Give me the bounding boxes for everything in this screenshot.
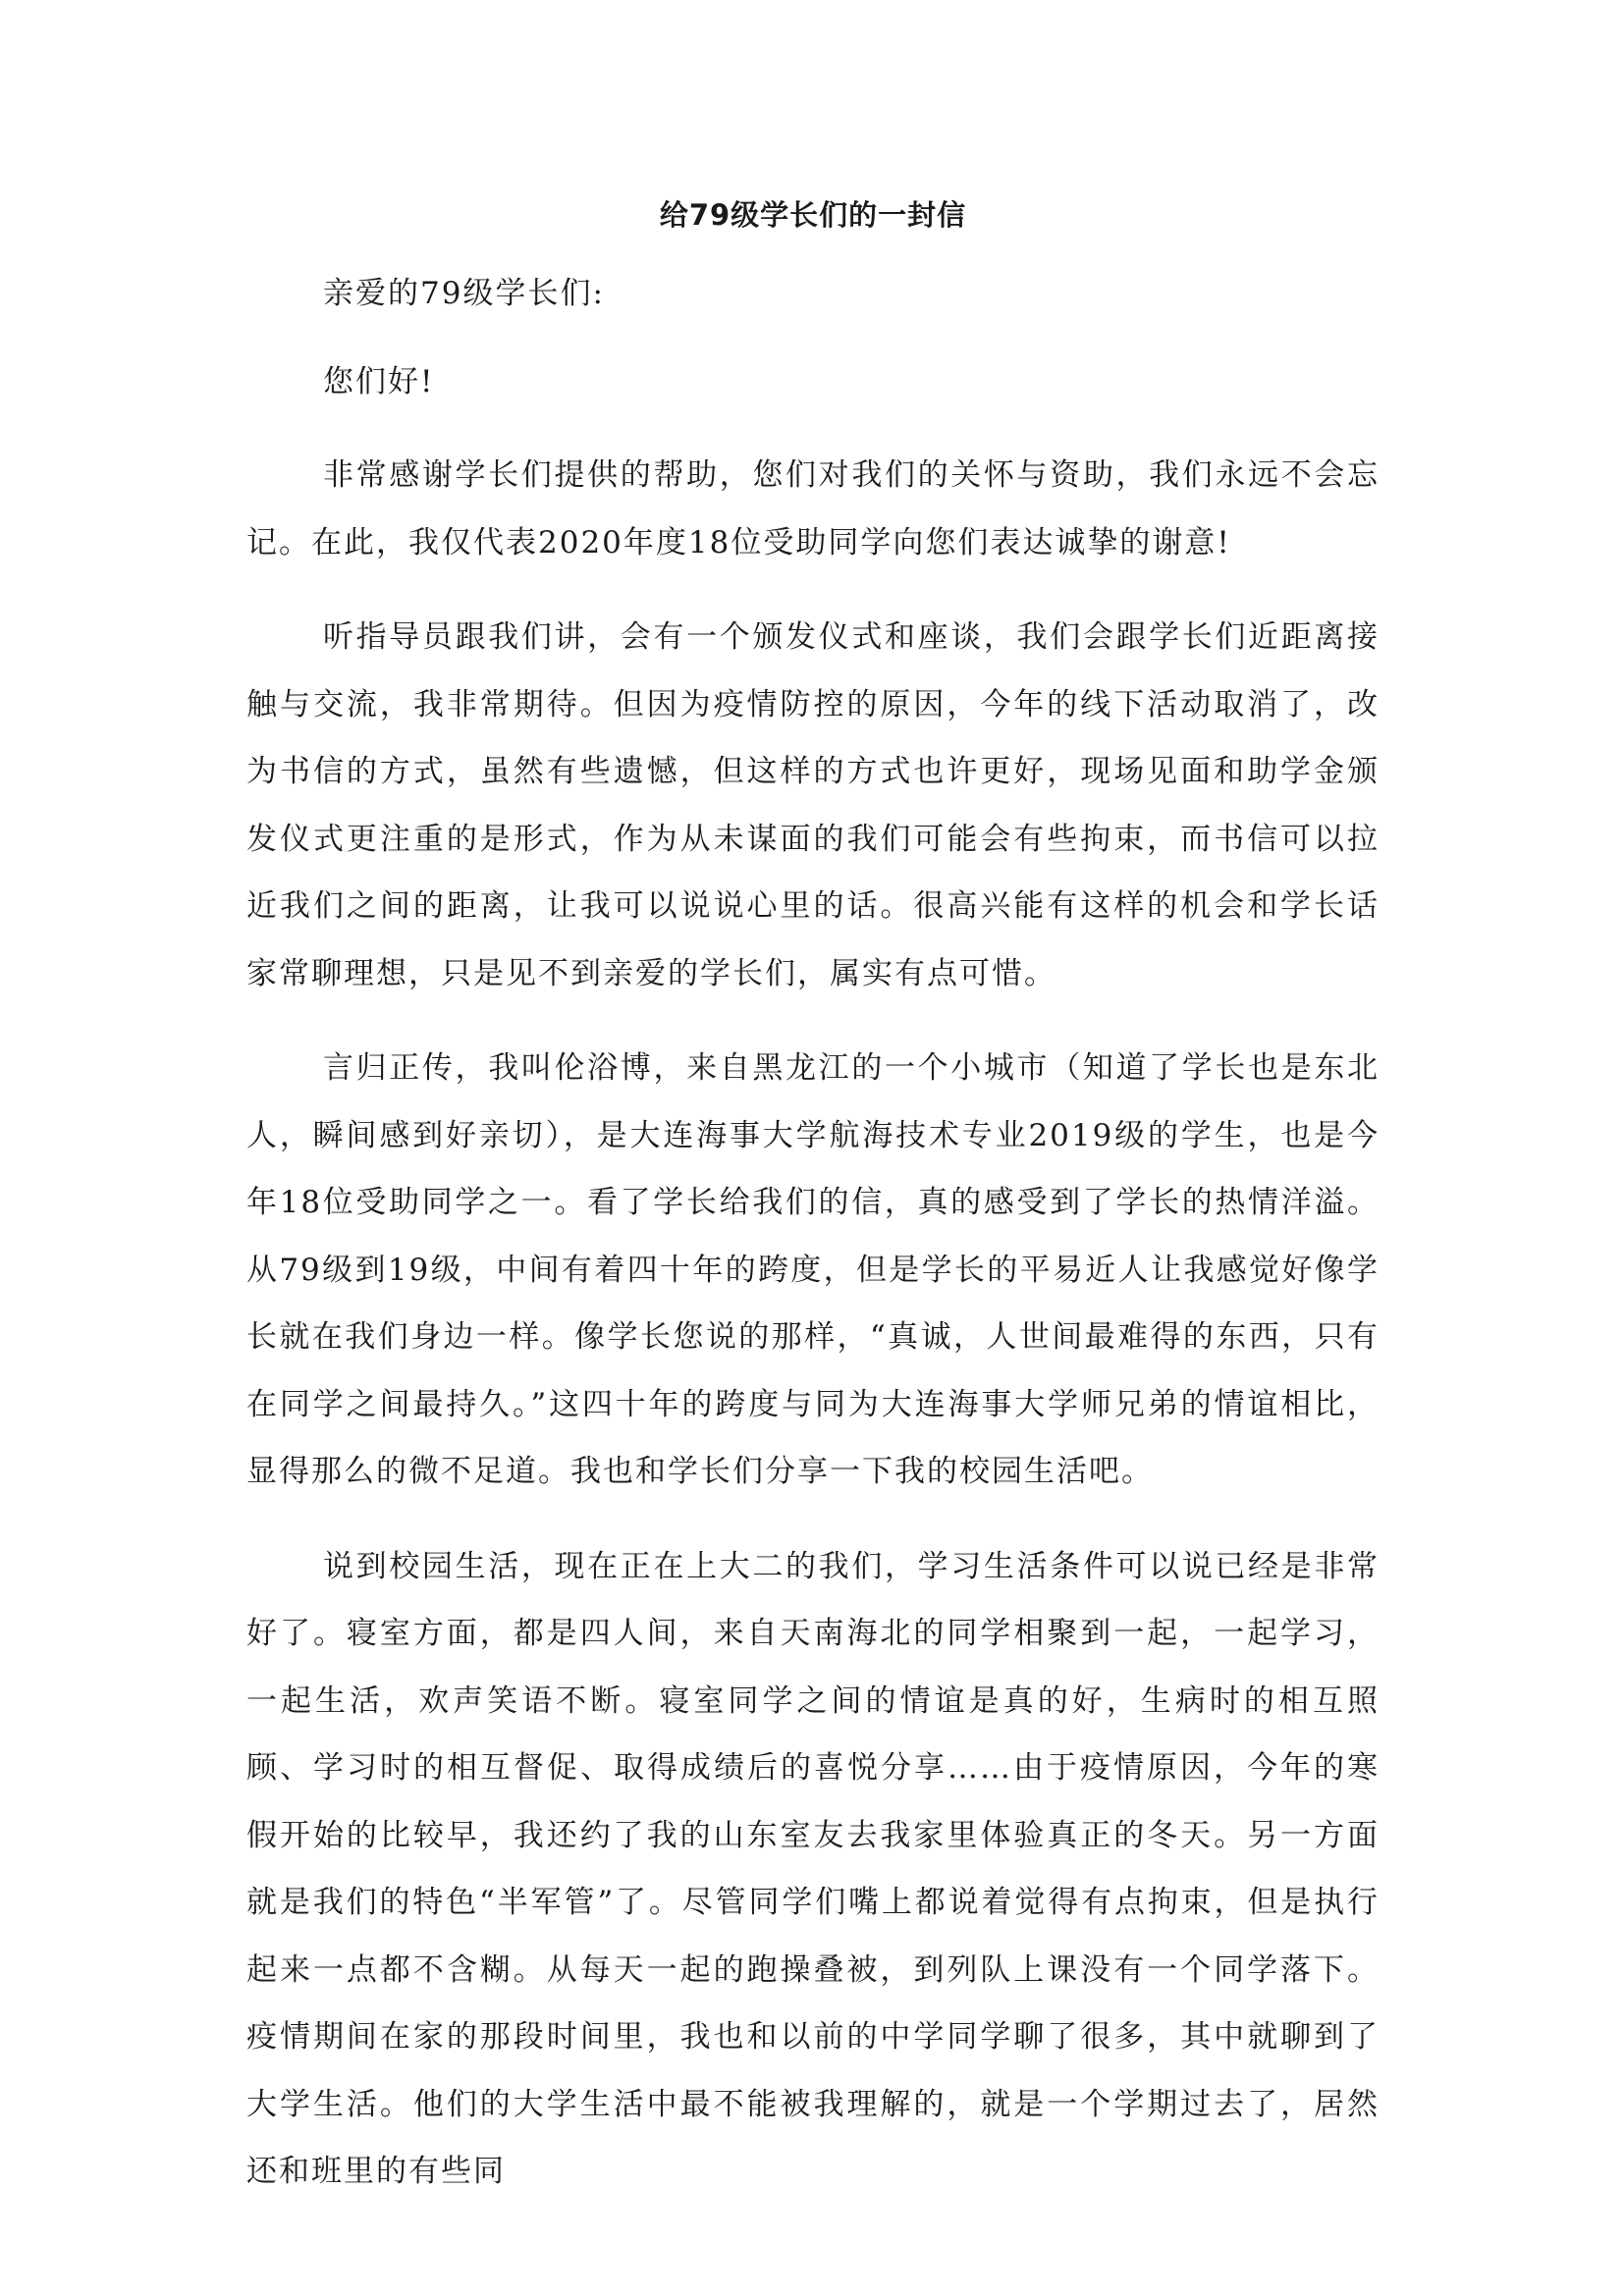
- letter-title: 给79级学长们的一封信: [659, 198, 967, 232]
- letter-body: [246, 187, 1380, 2233]
- letter-greeting: 您们好!: [323, 364, 435, 400]
- letter-salutation: 亲爱的79级学长们:: [323, 276, 605, 311]
- letter-paragraph-4: 说到校园生活，现在正在上大二的我们，学习生活条件可以说已经是非常好了。寝室方面，都是四人间，来自天南海北的同学相聚到一起，一起学习，一起生活，欢声笑语不断。寝室同学之间的情谊是真的好，生病时的相互照顾、学习时的相互督促、取得成绩后的喜悦分享……由于疫情原因，今年的寒假开始的比较早，我还约了我的山东室友去我家里体验真正的冬天。另一方面就是我们的特色“半军管”了。尽管同学们嘴上都说着觉得有点拘束，但是执行起来一点都不含糊。从每天一起的跑操叠被，到列队上课没有一个同学落下。疫情期间在家的那段时间里，我也和以前的中学同学聊了很多，其中就聊到了大学生活。他们的大学生活中最不能被我理解的，就是一个学期过去了，居然还和班里的有些同: [246, 1548, 1380, 2189]
- letter-paragraph-1: 非常感谢学长们提供的帮助，您们对我们的关怀与资助，我们永远不会忘记。在此，我仅代表2020年度18位受助同学向您们表达诚挚的谢意!: [246, 457, 1380, 561]
- letter-paragraph-2: 听指导员跟我们讲，会有一个颁发仪式和座谈，我们会跟学长们近距离接触与交流，我非常期待。但因为疫情防控的原因，今年的线下活动取消了，改为书信的方式，虽然有些遗憾，但这样的方式也许更好，现场见面和助学金颁发仪式更注重的是形式，作为从未谋面的我们可能会有些拘束，而书信可以拉近我们之间的距离，让我可以说说心里的话。很高兴能有这样的机会和学长话家常聊理想，只是见不到亲爱的学长们，属实有点可惜。: [246, 619, 1380, 991]
- letter-paragraph-3: 言归正传，我叫伦浴博，来自黑龙江的一个小城市（知道了学长也是东北人，瞬间感到好亲切），是大连海事大学航海技术专业2019级的学生，也是今年18位受助同学之一。看了学长给我们的信，真的感受到了学长的热情洋溢。从79级到19级，中间有着四十年的跨度，但是学长的平易近人让我感觉好像学长就在我们身边一样。像学长您说的那样，“真诚，人世间最难得的东西，只有在同学之间最持久。”这四十年的跨度与同为大连海事大学师兄弟的情谊相比，显得那么的微不足道。我也和学长们分享一下我的校园生活吧。: [246, 1050, 1380, 1489]
